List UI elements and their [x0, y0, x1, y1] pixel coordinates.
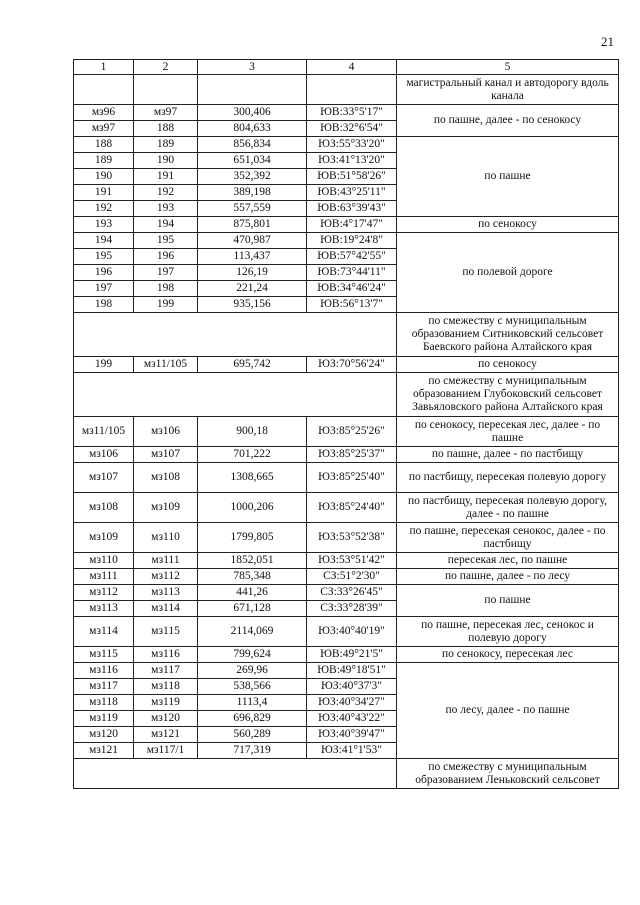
end-point-cell: мз97 — [134, 105, 198, 121]
start-point-cell: 199 — [74, 357, 134, 373]
bearing-cell: ЮЗ:85°25'26" — [307, 417, 397, 447]
bearing-cell: СЗ:51°2'30" — [307, 569, 397, 585]
end-point-cell: мз106 — [134, 417, 198, 447]
start-point-cell: мз114 — [74, 617, 134, 647]
length-cell: 695,742 — [198, 357, 307, 373]
description-cell: по сенокосу, пересекая лес — [397, 647, 619, 663]
end-point-cell: 198 — [134, 281, 198, 297]
start-point-cell: 190 — [74, 169, 134, 185]
length-cell: 300,406 — [198, 105, 307, 121]
table-body — [74, 75, 619, 789]
end-point-cell: 197 — [134, 265, 198, 281]
adjacency-description-cell: по смежеству с муниципальным образованием Ситниковский сельсовет Баевского района Алтайского края — [397, 313, 619, 357]
length-cell: 799,624 — [198, 647, 307, 663]
description-cell: по лесу, далее - по пашне — [397, 663, 619, 759]
length-cell — [198, 75, 307, 105]
end-point-cell: мз11/105 — [134, 357, 198, 373]
empty-cell — [74, 373, 397, 417]
end-point-cell: 195 — [134, 233, 198, 249]
end-point-cell: мз108 — [134, 463, 198, 493]
description-cell: по сенокосу — [397, 217, 619, 233]
table-row — [74, 585, 619, 601]
end-point-cell: мз112 — [134, 569, 198, 585]
description-cell: по пашне — [397, 585, 619, 617]
description-cell: магистральный канал и автодорогу вдоль канала — [397, 75, 619, 105]
start-point-cell — [74, 75, 134, 105]
start-point-cell: мз119 — [74, 711, 134, 727]
start-point-cell: 196 — [74, 265, 134, 281]
start-point-cell: мз113 — [74, 601, 134, 617]
length-cell: 389,198 — [198, 185, 307, 201]
description-cell: по пашне, далее - по лесу — [397, 569, 619, 585]
table-row — [74, 759, 619, 789]
description-cell: по сенокосу, пересекая лес, далее - по пашне — [397, 417, 619, 447]
length-cell: 2114,069 — [198, 617, 307, 647]
bearing-cell: ЮВ:32°6'54" — [307, 121, 397, 137]
empty-cell — [74, 759, 397, 789]
end-point-cell: 196 — [134, 249, 198, 265]
end-point-cell: 192 — [134, 185, 198, 201]
table-row — [74, 447, 619, 463]
length-cell: 935,156 — [198, 297, 307, 313]
table-row — [74, 75, 619, 105]
length-cell: 113,437 — [198, 249, 307, 265]
length-cell: 717,319 — [198, 743, 307, 759]
bearing-cell: ЮВ:73°44'11" — [307, 265, 397, 281]
start-point-cell: мз110 — [74, 553, 134, 569]
length-cell: 875,801 — [198, 217, 307, 233]
length-cell: 269,96 — [198, 663, 307, 679]
start-point-cell: мз115 — [74, 647, 134, 663]
length-cell: 1852,051 — [198, 553, 307, 569]
adjacency-description-cell: по смежеству с муниципальным образованием Глубоковский сельсовет Завьяловского района Алтайского края — [397, 373, 619, 417]
end-point-cell: мз113 — [134, 585, 198, 601]
table-row — [74, 373, 619, 417]
start-point-cell: мз117 — [74, 679, 134, 695]
start-point-cell: мз96 — [74, 105, 134, 121]
length-cell: 804,633 — [198, 121, 307, 137]
start-point-cell: мз107 — [74, 463, 134, 493]
end-point-cell: мз121 — [134, 727, 198, 743]
bearing-cell: ЮВ:49°21'5" — [307, 647, 397, 663]
length-cell: 651,034 — [198, 153, 307, 169]
start-point-cell: мз116 — [74, 663, 134, 679]
bearing-cell: ЮЗ:40°34'27" — [307, 695, 397, 711]
end-point-cell — [134, 75, 198, 105]
bearing-cell: ЮЗ:40°37'3" — [307, 679, 397, 695]
description-cell: по сенокосу — [397, 357, 619, 373]
bearing-cell: ЮЗ:85°25'40" — [307, 463, 397, 493]
start-point-cell: 195 — [74, 249, 134, 265]
length-cell: 671,128 — [198, 601, 307, 617]
end-point-cell: 194 — [134, 217, 198, 233]
bearing-cell: ЮЗ:85°24'40" — [307, 493, 397, 523]
length-cell: 126,19 — [198, 265, 307, 281]
length-cell: 701,222 — [198, 447, 307, 463]
column-header: 4 — [307, 60, 397, 75]
description-cell: по полевой дороге — [397, 233, 619, 313]
table-row — [74, 463, 619, 493]
start-point-cell: мз121 — [74, 743, 134, 759]
length-cell: 856,834 — [198, 137, 307, 153]
start-point-cell: 197 — [74, 281, 134, 297]
start-point-cell: мз97 — [74, 121, 134, 137]
start-point-cell: мз120 — [74, 727, 134, 743]
end-point-cell: 188 — [134, 121, 198, 137]
start-point-cell: мз106 — [74, 447, 134, 463]
table-row — [74, 217, 619, 233]
column-header: 1 — [74, 60, 134, 75]
description-cell: по пашне, пересекая сенокос, далее - по пастбищу — [397, 523, 619, 553]
bearing-cell: ЮВ:63°39'43" — [307, 201, 397, 217]
table-row — [74, 663, 619, 679]
description-cell: по пашне — [397, 137, 619, 217]
end-point-cell: мз110 — [134, 523, 198, 553]
start-point-cell: мз11/105 — [74, 417, 134, 447]
table-row — [74, 137, 619, 153]
start-point-cell: 198 — [74, 297, 134, 313]
length-cell: 1113,4 — [198, 695, 307, 711]
length-cell: 1308,665 — [198, 463, 307, 493]
bearing-cell: ЮЗ:53°52'38" — [307, 523, 397, 553]
page-number: 21 — [601, 34, 614, 49]
table-row — [74, 523, 619, 553]
bearing-cell: ЮВ:4°17'47" — [307, 217, 397, 233]
length-cell: 538,566 — [198, 679, 307, 695]
start-point-cell: 192 — [74, 201, 134, 217]
table-header-row — [74, 60, 619, 75]
length-cell: 557,559 — [198, 201, 307, 217]
table-row — [74, 553, 619, 569]
bearing-cell: СЗ:33°28'39" — [307, 601, 397, 617]
length-cell: 900,18 — [198, 417, 307, 447]
end-point-cell: мз118 — [134, 679, 198, 695]
start-point-cell: мз109 — [74, 523, 134, 553]
table-row — [74, 105, 619, 121]
table-row — [74, 617, 619, 647]
table-row — [74, 493, 619, 523]
start-point-cell: 194 — [74, 233, 134, 249]
table-row — [74, 357, 619, 373]
column-header: 2 — [134, 60, 198, 75]
length-cell: 470,987 — [198, 233, 307, 249]
start-point-cell: 189 — [74, 153, 134, 169]
start-point-cell: мз118 — [74, 695, 134, 711]
bearing-cell: ЮЗ:40°43'22" — [307, 711, 397, 727]
bearing-cell: ЮВ:57°42'55" — [307, 249, 397, 265]
length-cell: 1000,206 — [198, 493, 307, 523]
column-header: 3 — [198, 60, 307, 75]
description-cell: по пашне, далее - по пастбищу — [397, 447, 619, 463]
end-point-cell: 189 — [134, 137, 198, 153]
length-cell: 696,829 — [198, 711, 307, 727]
end-point-cell: мз117 — [134, 663, 198, 679]
bearing-cell — [307, 75, 397, 105]
table-row — [74, 313, 619, 357]
table-row — [74, 647, 619, 663]
description-cell: по пастбищу, пересекая полевую дорогу — [397, 463, 619, 493]
description-cell: по пастбищу, пересекая полевую дорогу, далее - по пашне — [397, 493, 619, 523]
bearing-cell: ЮЗ:41°13'20" — [307, 153, 397, 169]
bearing-cell: ЮЗ:41°1'53" — [307, 743, 397, 759]
bearing-cell: ЮВ:43°25'11" — [307, 185, 397, 201]
end-point-cell: 199 — [134, 297, 198, 313]
bearing-cell: ЮЗ:70°56'24" — [307, 357, 397, 373]
end-point-cell: мз114 — [134, 601, 198, 617]
end-point-cell: мз111 — [134, 553, 198, 569]
end-point-cell: мз120 — [134, 711, 198, 727]
end-point-cell: мз119 — [134, 695, 198, 711]
bearing-cell: ЮЗ:40°39'47" — [307, 727, 397, 743]
end-point-cell: мз115 — [134, 617, 198, 647]
end-point-cell: мз109 — [134, 493, 198, 523]
end-point-cell: мз117/1 — [134, 743, 198, 759]
bearing-cell: ЮЗ:53°51'42" — [307, 553, 397, 569]
bearing-cell: ЮВ:51°58'26" — [307, 169, 397, 185]
bearing-cell: ЮВ:19°24'8" — [307, 233, 397, 249]
length-cell: 785,348 — [198, 569, 307, 585]
start-point-cell: мз108 — [74, 493, 134, 523]
description-cell: пересекая лес, по пашне — [397, 553, 619, 569]
boundary-table — [73, 59, 619, 789]
start-point-cell: мз112 — [74, 585, 134, 601]
bearing-cell: ЮВ:33°5'17" — [307, 105, 397, 121]
bearing-cell: ЮЗ:85°25'37" — [307, 447, 397, 463]
description-cell: по пашне, пересекая лес, сенокос и полевую дорогу — [397, 617, 619, 647]
bearing-cell: ЮВ:49°18'51" — [307, 663, 397, 679]
table-row — [74, 233, 619, 249]
length-cell: 441,26 — [198, 585, 307, 601]
start-point-cell: 193 — [74, 217, 134, 233]
length-cell: 1799,805 — [198, 523, 307, 553]
bearing-cell: ЮЗ:40°40'19" — [307, 617, 397, 647]
bearing-cell: ЮВ:56°13'7" — [307, 297, 397, 313]
bearing-cell: ЮВ:34°46'24" — [307, 281, 397, 297]
description-cell: по пашне, далее - по сенокосу — [397, 105, 619, 137]
end-point-cell: 193 — [134, 201, 198, 217]
start-point-cell: 188 — [74, 137, 134, 153]
end-point-cell: мз107 — [134, 447, 198, 463]
bearing-cell: ЮЗ:55°33'20" — [307, 137, 397, 153]
table-row — [74, 417, 619, 447]
length-cell: 221,24 — [198, 281, 307, 297]
end-point-cell: 190 — [134, 153, 198, 169]
length-cell: 352,392 — [198, 169, 307, 185]
table-row — [74, 569, 619, 585]
bearing-cell: СЗ:33°26'45" — [307, 585, 397, 601]
start-point-cell: мз111 — [74, 569, 134, 585]
column-header: 5 — [397, 60, 619, 75]
length-cell: 560,289 — [198, 727, 307, 743]
empty-cell — [74, 313, 397, 357]
end-point-cell: 191 — [134, 169, 198, 185]
end-point-cell: мз116 — [134, 647, 198, 663]
start-point-cell: 191 — [74, 185, 134, 201]
adjacency-description-cell: по смежеству с муниципальным образованием Леньковский сельсовет — [397, 759, 619, 789]
